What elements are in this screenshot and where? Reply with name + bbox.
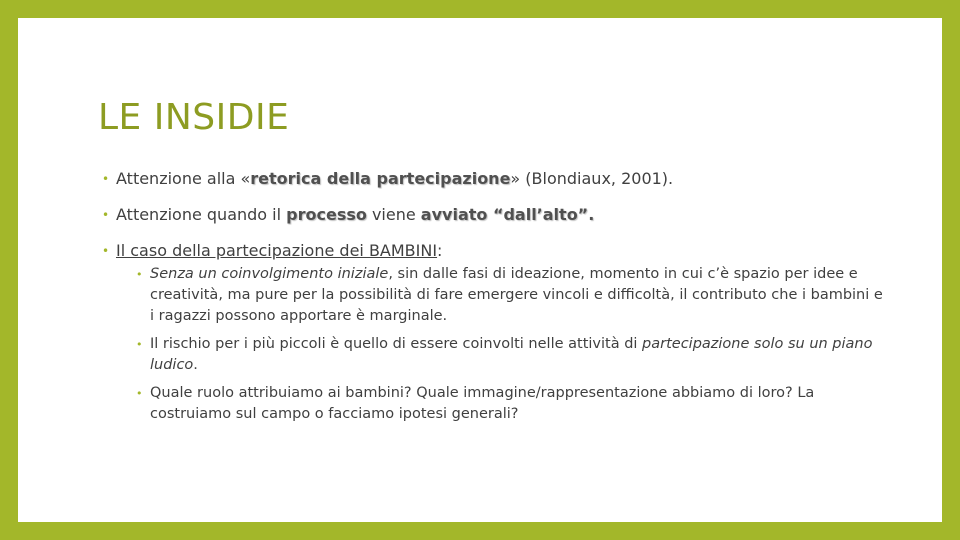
sub-bullet-rischio: [116, 334, 890, 376]
slide: [18, 18, 942, 522]
bullet-list: [100, 168, 890, 425]
sub-bullet-text: Il rischio per i più piccoli è quello di essere coinvolti nelle attività di: [150, 336, 643, 352]
sub-bullet-ruolo: [116, 383, 890, 425]
slide-title: LE INSIDIE: [98, 97, 290, 138]
bullet-text: » (Blondiaux, 2001).: [510, 169, 674, 188]
bold-term: retorica della partecipazione: [250, 169, 511, 188]
sub-bullet-text: , sin dalle fasi di ideazione, momento in cui c’è spazio per idee e creatività, ma pure per la possibilità di fare emergere vincoli e difficoltà, il contributo che i bambini e i ragazzi possono apportare è marginale.: [150, 266, 883, 324]
slide-content: [100, 168, 890, 432]
sub-bullet-text: .: [193, 357, 198, 373]
bold-term: avviato “dall’alto”.: [420, 205, 595, 224]
underlined-heading: Il caso della partecipazione dei BAMBINI: [116, 241, 438, 260]
bullet-retorica: [100, 168, 890, 190]
bullet-text: :: [437, 241, 443, 260]
bullet-text: Attenzione quando il: [116, 205, 287, 224]
sub-bullet-text: Quale ruolo attribuiamo ai bambini? Quale immagine/rappresentazione abbiamo di loro? La costruiamo sul campo o facciamo ipotesi generali?: [150, 385, 815, 422]
sub-bullet-list: [116, 264, 890, 425]
bullet-text: Attenzione alla «: [116, 169, 251, 188]
italic-text: partecipazione solo su un piano ludico: [150, 336, 873, 373]
bullet-processo: [100, 204, 890, 226]
sub-bullet-coinvolgimento: [116, 264, 890, 327]
italic-text: Senza un coinvolgimento iniziale: [150, 266, 389, 282]
bold-term: processo: [286, 205, 367, 224]
bullet-bambini: [100, 240, 890, 425]
bullet-text: viene: [366, 205, 421, 224]
